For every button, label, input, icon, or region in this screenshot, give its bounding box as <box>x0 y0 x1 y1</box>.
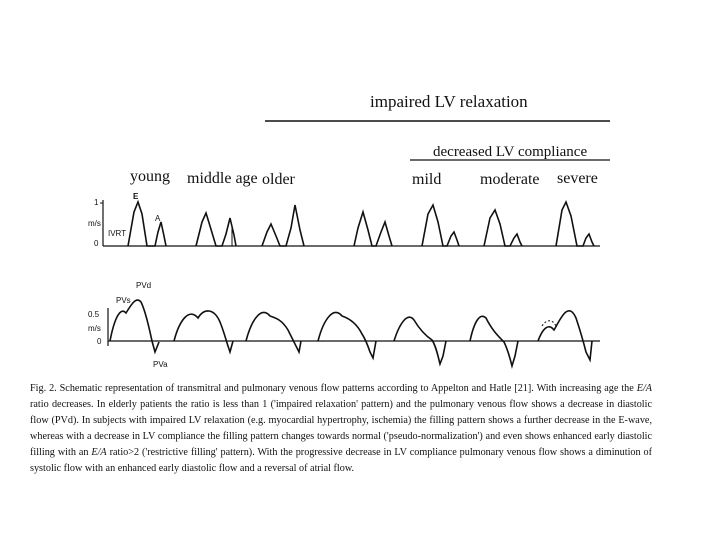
pv-wave-severe <box>470 311 592 366</box>
caption-ratio-1: E/A <box>636 383 652 394</box>
group-label-older: older <box>262 171 295 188</box>
transmitral-wave-young <box>128 202 166 246</box>
pv-wave-older <box>246 312 301 352</box>
pv-wave-middle-age <box>174 311 233 352</box>
bottom-tick-0: 0 <box>97 337 102 346</box>
group-label-mild: mild <box>412 171 442 188</box>
label-pvs: PVs <box>116 296 131 305</box>
bottom-tick-05: 0.5 <box>88 310 100 319</box>
pv-wave-young <box>110 300 159 352</box>
top-unit-label: m/s <box>88 219 101 228</box>
caption-part-1: Fig. 2. Schematic representation of transmitral and pulmonary venous flow patterns according to Appelton and Hatle [21]. With increasing age the <box>30 383 637 394</box>
label-pva: PVa <box>153 360 168 369</box>
transmitral-wave-mild <box>354 212 392 246</box>
group-label-middle-age: middle age <box>187 170 258 187</box>
figure-caption <box>30 381 652 477</box>
bottom-unit-label: m/s <box>88 324 101 333</box>
transmitral-wave-middle-age <box>196 213 236 246</box>
label-a-wave: A <box>155 214 161 223</box>
transmitral-wave-moderate <box>422 205 459 246</box>
group-label-young: young <box>130 168 170 185</box>
group-label-moderate: moderate <box>480 171 540 188</box>
transmitral-wave-severe <box>484 202 594 246</box>
header-impaired-lv-relaxation: impaired LV relaxation <box>370 92 528 111</box>
caption-ratio-2: E/A <box>91 447 107 458</box>
top-tick-1: 1 <box>94 198 99 207</box>
caption-part-2: ratio decreases. In elderly patients the ratio is less than 1 ('impaired relaxation' pattern) and the pulmonary venous flow shows a decrease in diastolic flow (PVd). In subjects with impaired LV relaxation (e.g. myocardial hypertrophy, ischemia) the filling pattern shows a further decrease in the E-wave, whereas with a decrease in LV compliance the filling pattern changes towards normal ('pseudo-normalization') and even shows enhanced early diastolic filling with an <box>30 399 652 458</box>
transmitral-wave-older <box>262 205 304 246</box>
caption-part-3: ratio>2 ('restrictive filling' pattern). With the progressive decrease in LV compliance pulmonary venous flow shows a diminution of systolic flow with an enhanced early diastolic flow and a reversal of atrial flow. <box>30 447 652 474</box>
top-tick-0: 0 <box>94 239 99 248</box>
label-ivrt: IVRT <box>108 229 127 238</box>
pv-wave-mild <box>318 312 376 358</box>
group-label-severe: severe <box>557 170 598 187</box>
label-pvd: PVd <box>136 281 152 290</box>
header-decreased-lv-compliance: decreased LV compliance <box>433 144 588 160</box>
label-e-wave: E <box>133 192 139 201</box>
